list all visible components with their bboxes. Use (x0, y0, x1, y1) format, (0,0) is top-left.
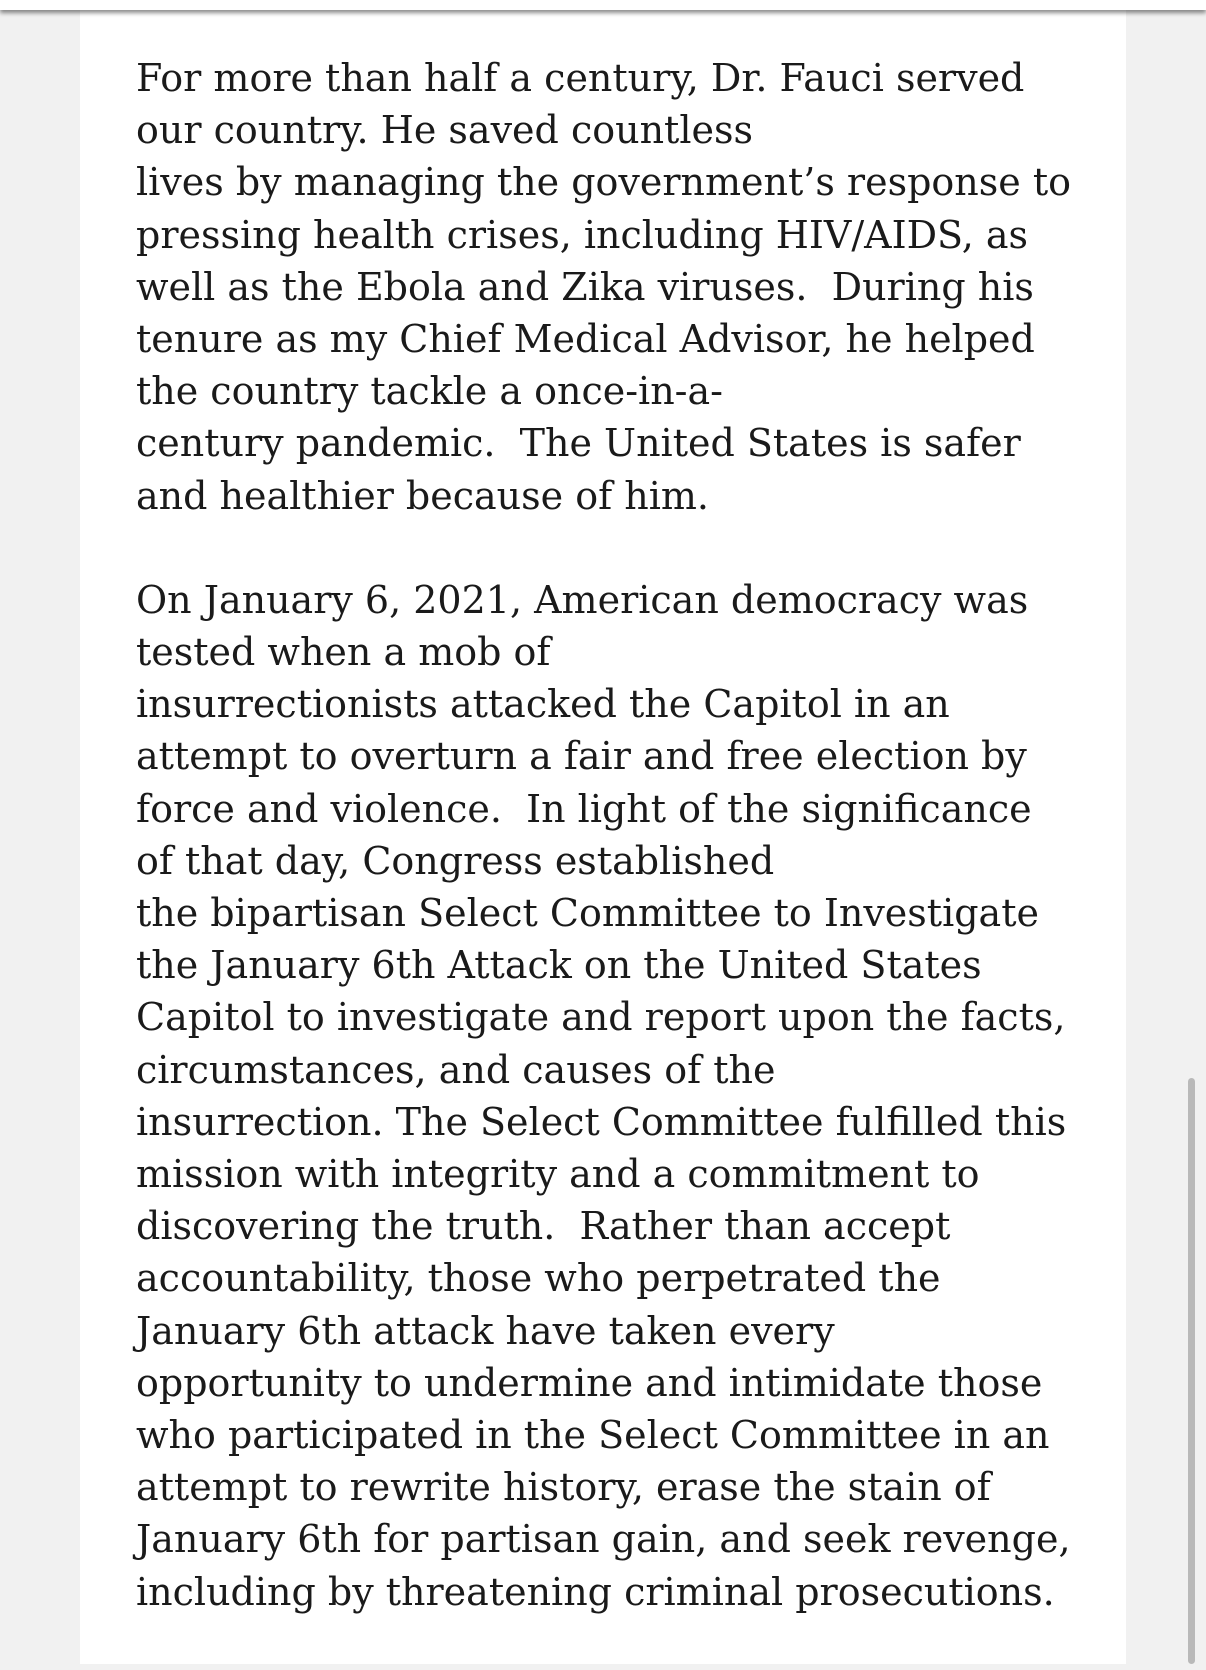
text-line: mission with integrity and a commitment to (136, 1152, 980, 1197)
text-line: who participated in the Select Committee in an (136, 1413, 1050, 1458)
text-line: tenure as my Chief Medical Advisor, he helped (136, 317, 1035, 362)
text-line: January 6th for partisan gain, and seek revenge, (136, 1517, 1071, 1562)
vertical-scrollbar[interactable] (1188, 1078, 1195, 1664)
text-line: opportunity to undermine and intimidate those (136, 1360, 1043, 1405)
paragraph-fauci (136, 52, 1106, 522)
document-page (80, 0, 1126, 1664)
text-line: January 6th attack have taken every (136, 1308, 835, 1353)
text-line: the bipartisan Select Committee to Investigate (136, 891, 1039, 936)
text-line: century pandemic. The United States is safer (136, 421, 1021, 466)
text-line: of that day, Congress established (136, 838, 775, 883)
text-line: our country. He saved countless (136, 108, 753, 153)
paragraph-january-6 (136, 574, 1106, 1618)
text-line: Capitol to investigate and report upon the facts, (136, 995, 1066, 1040)
text-line: pressing health crises, including HIV/AIDS, as (136, 212, 1029, 257)
text-line: attempt to rewrite history, erase the stain of (136, 1465, 991, 1510)
text-line: the January 6th Attack on the United States (136, 943, 982, 988)
text-line: force and violence. In light of the significance (136, 786, 1032, 831)
text-line: the country tackle a once-in-a- (136, 369, 724, 414)
text-line: and healthier because of him. (136, 473, 709, 518)
top-toolbar-edge (0, 0, 1206, 10)
text-line: discovering the truth. Rather than accept (136, 1204, 951, 1249)
text-line: tested when a mob of (136, 630, 551, 675)
text-line: insurrection. The Select Committee fulfilled this (136, 1099, 1067, 1144)
text-line: including by threatening criminal prosecutions. (136, 1569, 1055, 1614)
document-body (136, 52, 1106, 1670)
text-line: well as the Ebola and Zika viruses. During his (136, 264, 1034, 309)
text-line: On January 6, 2021, American democracy was (136, 577, 1029, 622)
text-line: insurrectionists attacked the Capitol in an (136, 682, 950, 727)
text-line: attempt to overturn a fair and free election by (136, 734, 1027, 779)
text-line: lives by managing the government’s response to (136, 160, 1071, 205)
text-line: For more than half a century, Dr. Fauci served (136, 56, 1025, 100)
text-line: accountability, those who perpetrated the (136, 1256, 941, 1301)
text-line: circumstances, and causes of the (136, 1047, 776, 1092)
